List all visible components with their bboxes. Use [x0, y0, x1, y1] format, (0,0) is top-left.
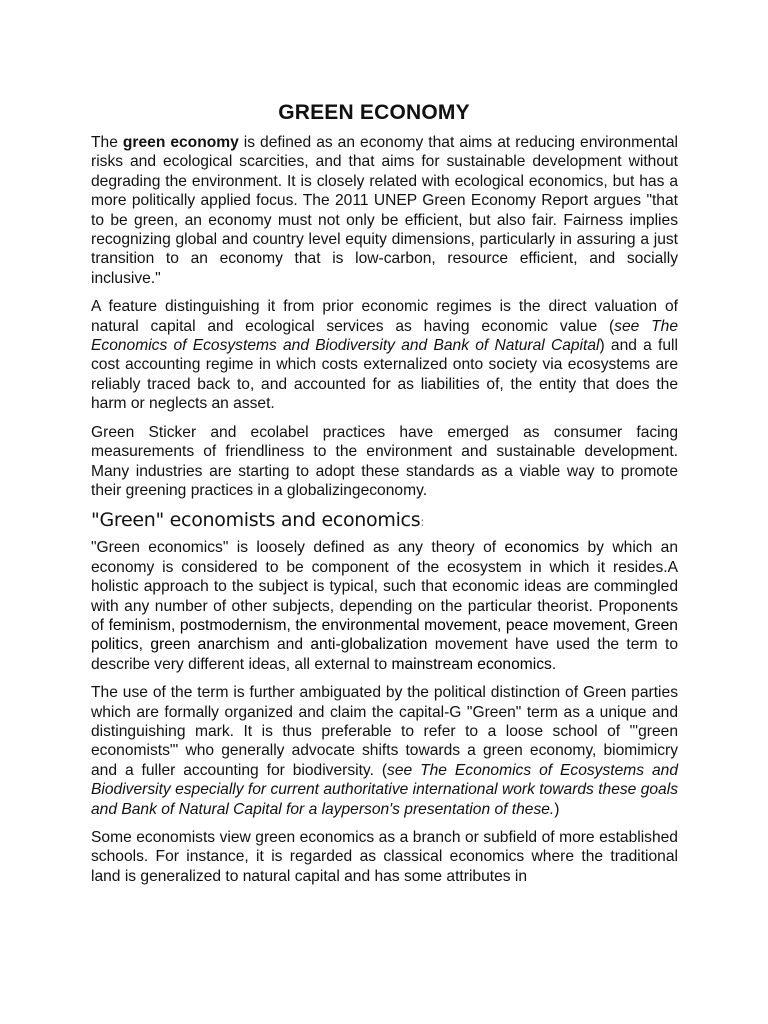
document-title: GREEN ECONOMY [278, 101, 470, 124]
term-use-text-start: The use of the term is further ambiguated by the political distinction of Green parties which are formally organized and claim the capital-G "Green" term as a unique and distinguishing mark. It is thus preferable to refer to a loose school of "'green economists"' who generally advocate shifts towards a green economy, biomimicry and a fuller accounting for biodiversity. ( [91, 684, 678, 779]
link-economics[interactable]: economics [504, 539, 580, 557]
ge-sep-4: , [625, 616, 635, 634]
ge-text-2: by which an economy is considered to be component of the ecosystem in which it resides.A holistic approach to the subject is typical, such that economic ideas are commingled with any number of other subjects, depending on the particular theorist. Proponents of [91, 539, 678, 634]
paragraph-green-economics [91, 538, 678, 674]
paragraph-green-sticker: Green Sticker and ecolabel practices have emerged as consumer facing measurements of friendliness to the environment and sustainable development. Many industries are starting to adopt these standards as a viable way to promote their greening practices in a globalizingeconomy. [91, 423, 678, 499]
section-heading-text: "Green" economists and economics [91, 509, 421, 532]
link-postmodernism[interactable]: postmodernism [179, 616, 287, 634]
link-environmental-movement[interactable]: the environmental movement [295, 616, 497, 634]
link-anti-globalization[interactable]: anti-globalization [310, 636, 428, 654]
link-green-politics[interactable]: Green politics [91, 616, 678, 654]
ge-sep-2: , [286, 616, 296, 634]
link-mainstream-economics[interactable]: mainstream economics [391, 655, 552, 673]
paragraph-intro [91, 133, 678, 288]
section-heading-colon: : [420, 515, 425, 530]
link-peace-movement[interactable]: peace movement [505, 616, 626, 634]
intro-text-start: The [91, 134, 123, 151]
feature-text-start: A feature distinguishing it from prior economic regimes is the direct valuation of natural capital and ecological services as having economic value ( [91, 298, 678, 335]
term-use-see-reference: see The Economics of Ecosystems and Biodiversity especially for current authoritative international work towards these goals and Bank of Natural Capital for a layperson's presentation of these. [91, 761, 678, 818]
term-use-text-end: ) [554, 800, 560, 818]
document-body [91, 133, 678, 895]
section-heading [91, 509, 678, 531]
intro-term-bold: green economy [122, 134, 239, 151]
ge-text-end: . [551, 655, 557, 673]
ge-sep-3: , [496, 616, 506, 634]
ge-text-3: movement have used the term to describe very different ideas, all external to [91, 636, 678, 673]
ge-sep-5: , [138, 636, 151, 654]
link-feminism[interactable]: feminism [108, 616, 171, 634]
paragraph-some-economists: Some economists view green economics as a branch or subfield of more established schools. For instance, it is regarded as classical economics where the traditional land is generalized to natural capital and has some attributes in [91, 829, 678, 885]
paragraph-feature [91, 297, 678, 413]
link-green-anarchism[interactable]: green anarchism [150, 636, 270, 654]
feature-text-rest: ) and a full cost accounting regime in which costs externalized onto society via ecosystems are reliably traced back to, and accounted for as liabilities of, the entity that does the harm or neglects an asset. [91, 337, 678, 413]
ge-text-1: "Green economics" is loosely defined as any theory of [91, 539, 505, 557]
ge-sep-1: , [170, 616, 180, 634]
ge-sep-6: and [269, 636, 311, 654]
paragraph-term-use [91, 683, 678, 819]
intro-text-rest: is defined as an economy that aims at reducing environmental risks and ecological scarcities, and that aims for sustainable development without degrading the environment. It is closely related with ecological economics, but has a more politically applied focus. The 2011 UNEP Green Economy Report argues "that to be green, an economy must not only be efficient, but also fair. Fairness implies recognizing global and country level equity dimensions, particularly in assuring a just transition to an economy that is low-carbon, resource efficient, and socially inclusive." [91, 134, 678, 287]
feature-see-reference: see The Economics of Ecosystems and Biodiversity and Bank of Natural Capital [91, 317, 678, 355]
